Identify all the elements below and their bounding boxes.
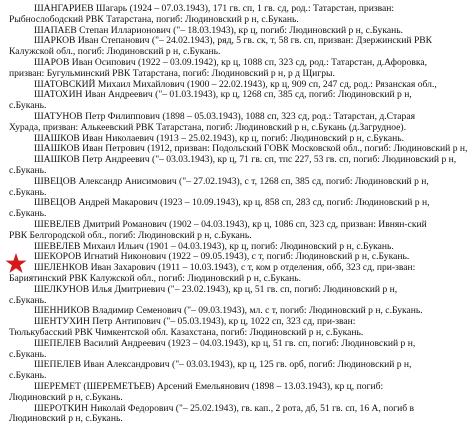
document-line: ШЕРОТКИН Николай Федорович ("– 25.02.1943), гв. кап., 2 рота, дб, 51 гв. сп, 16 А, погиб в xyxy=(34,402,415,414)
document-line: ШАТОВСКИЙ Михаил Михайлович (1900 – 22.02.1943), кр ц, 909 сп, 247 сд, род.: Рязанская обл., xyxy=(34,78,437,90)
document-line: ШАТУНОВ Петр Филиппович (1898 – 05.03.1943), 1088 сп, 323 сд, род.: Татарстан, д.Старая xyxy=(34,111,415,122)
document-line: ШЕРЕМЕТ (ШЕРЕМЕТЬЕВ) Арсений Емельянович (1898 – 13.03.1943), кр ц, погиб: xyxy=(34,381,384,392)
document-line: РВК Белгородской обл., погиб: Людиновский р н, с.Букань. xyxy=(9,229,252,241)
document-line: призван: Бугульминский РВК Татарстана, погиб: Людиновский р н, р д Щигры. xyxy=(9,67,335,79)
document-line: ШЕПЕЛЕВ Василий Андреевич (1923 – 04.03.1943), кр ц, 51 гв. сп, погиб: Людиновский р н, xyxy=(34,337,416,349)
document-line: Тюлькубасский РВК Чимкентской обл. Казахстана, погиб: Людиновский р н, с.Букань. xyxy=(9,327,364,338)
document-line: ШАРКОВ Иван Степанович ("– 24.02.1943), ряд, 5 гв. ск, т, 58 гв. сп, призван: Дзержинский РВК xyxy=(34,35,433,47)
document-line: ШАШКОВ Петр Андреевич ("– 03.03.1943), кр ц, 71 гв. сп, тпс 227, 53 гв. сп, погиб: Людиновский р н, xyxy=(34,154,457,166)
document-line: ШЕВЕЛЕВ Дмитрий Романович (1902 – 04.03.1943), кр ц, 1086 сп, 323 сд, призван: Ивнян-ский xyxy=(34,219,427,230)
document-line: ШЕВЕЛЕВ Михаил Ильич (1901 – 04.03.1943), кр ц, погиб: Людиновский р н, с.Букань. xyxy=(34,240,394,252)
document-line: ШАНГАРИЕВ Шагарь (1924 – 07.03.1943), 171 гв. сп, 1 гв. сд, род.: Татарстан, призван: xyxy=(34,3,395,14)
document-line: ШАТОХИН Иван Андреевич ("– 01.03.1943), кр ц, 1268 сп, 385 сд, погиб: Людиновский р н, xyxy=(34,89,412,101)
document-line: ШЕЛЕНКОВ Иван Захарович (1911 – 10.03.1943), с т, ком р отделения, обб, 323 сд, при-зван: xyxy=(34,262,416,274)
document-line: Людиновский р н, с.Букань. xyxy=(9,413,123,425)
document-line: ШАШКОВ Иван Петрович (1912, призван: Подольский ГОВК Московской обл., погиб: Людиновский р н, xyxy=(34,143,467,155)
document-line: Бариятинский РВК Калужской обл., погиб: Людиновский р н, с.Букань. xyxy=(9,273,302,284)
document-line: Людиновский р н, с.Букань. xyxy=(9,391,123,403)
document-line: ШЕНТУХИН Петр Антипович ("– 05.03.1943), кр ц, 1022 сп, 323 сд, при-зван: xyxy=(34,316,356,328)
document-line: с.Букань. xyxy=(9,294,47,306)
document-line: ШАПАЕВ Степан Илларионович ("– 18.03.1943), кр ц, погиб: Людиновский р н, с.Букань. xyxy=(34,24,404,36)
document-line: ШЕЛКУНОВ Илья Дмитриевич ("– 23.02.1943), кр ц, 51 гв. сп, погиб: Людиновский р н, xyxy=(34,283,398,295)
document-line: ШЕННИКОВ Владимир Семенович ("– 09.03.1943), мл. с т, погиб: Людиновский р н, с.Букань. xyxy=(34,305,423,317)
document-line: Калужской обл., погиб: Людиновский р н, с.Букань. xyxy=(9,46,221,58)
document-line: Хурада, призван: Алькеевский РВК Татарстана, погиб: Людиновский р н, с.Букань (д.Загрудное). xyxy=(9,121,407,133)
document-line: с.Букань. xyxy=(9,208,47,220)
document-line: Рыбнослободский РВК Татарстана, погиб: Людиновский р н, с.Букань. xyxy=(9,13,299,25)
document-line: ШАШКОВ Иван Николаевич (1913 – 25.02.1943), кр ц, погиб: Людиновский р н, с.Букань. xyxy=(34,132,404,144)
document-line: ШВЕЦОВ Андрей Макарович (1923 – 10.09.1943), кр ц, 858 сп, 283 сд, погиб: Людиновский р н, xyxy=(34,197,430,209)
document-line: с.Букань. xyxy=(9,100,47,112)
document-line: с.Букань. xyxy=(9,370,47,382)
document-line: ШЕКОРОВ Игнатий Никонович (1922 – 09.05.1943), с т, погиб: Людиновский р н, с.Букань. xyxy=(34,251,410,263)
document-line: ШАРОВ Иван Осипович (1922 – 03.09.1942), кр ц, 1088 сп, 323 сд, род.: Татарстан, д.Афоровка, xyxy=(34,57,428,68)
document-line: с.Букань. xyxy=(9,186,47,198)
document-line: ШВЕЦОВ Александр Анисимович ("– 27.02.1943), с т, 1268 сп, 385 сд, погиб: Людиновский р н, xyxy=(34,175,429,187)
document-line: с.Букань. xyxy=(9,165,47,176)
document-line: ШЕПЕЛЕВ Иван Александрович ("– 03.03.1943), кр ц, 125 гв. орб, погиб: Людиновский р н, xyxy=(34,359,412,371)
document-line: с.Букань. xyxy=(9,348,47,360)
